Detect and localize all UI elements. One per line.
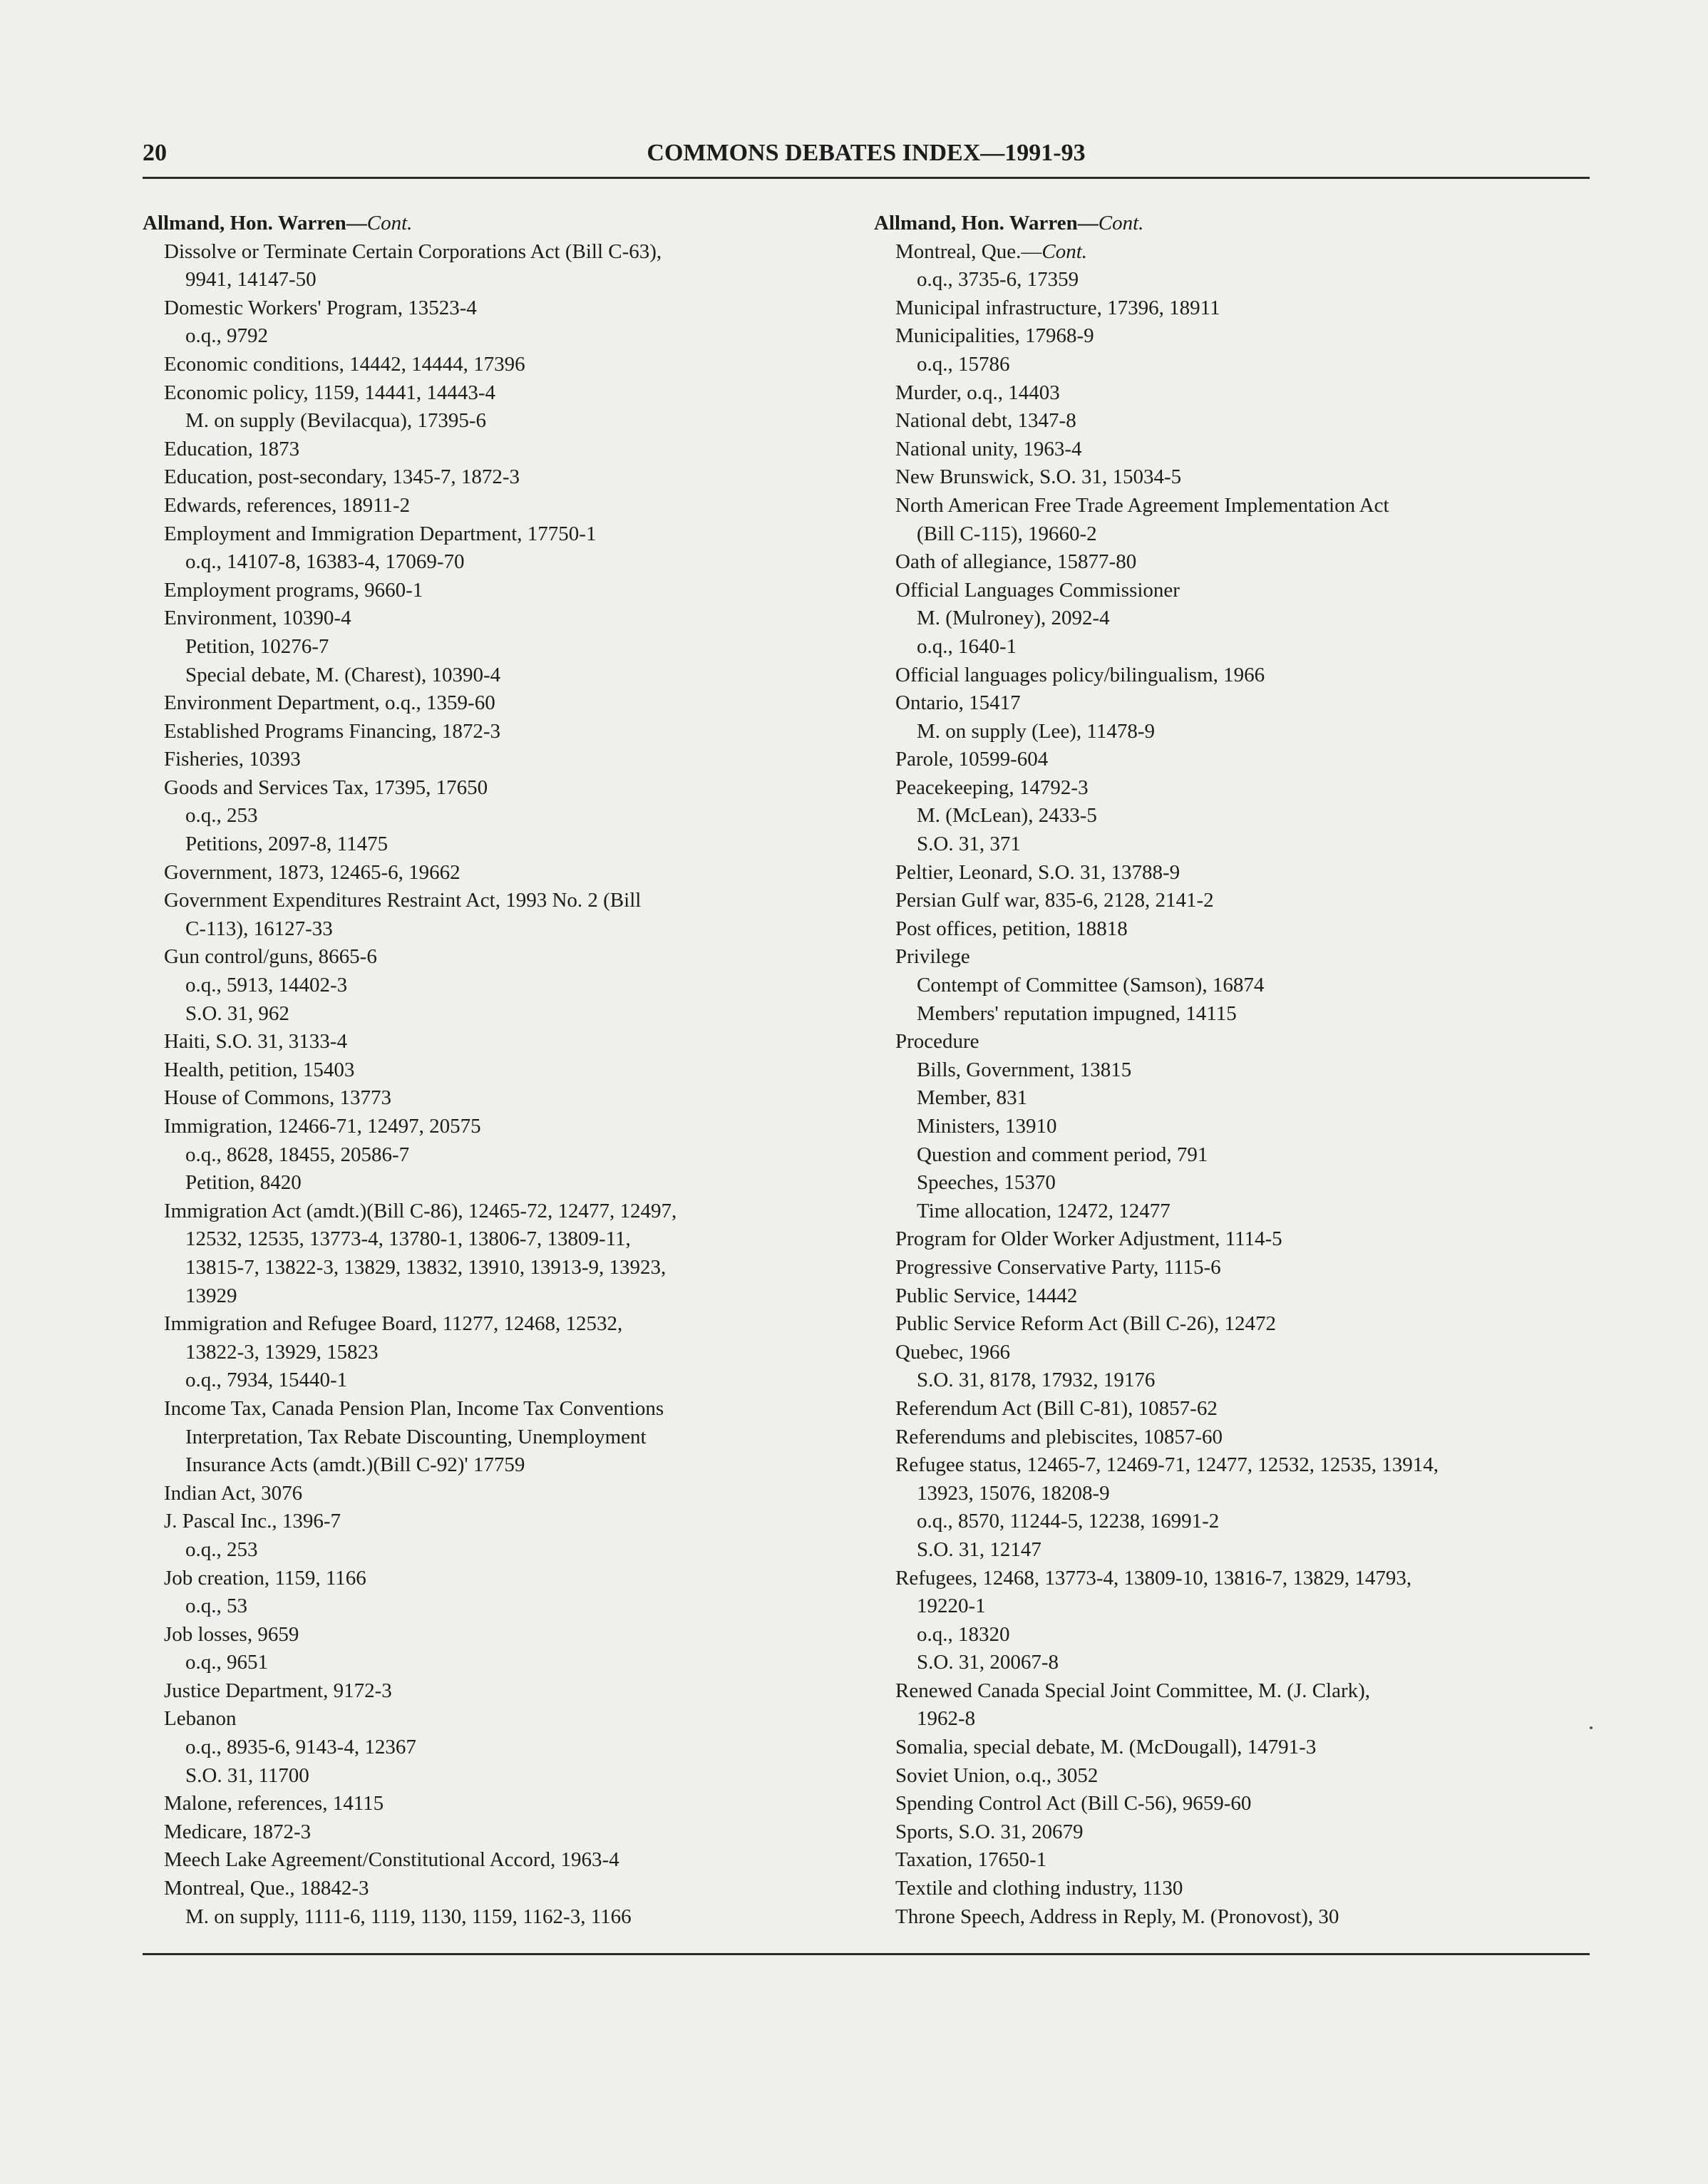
stray-mark xyxy=(1590,1726,1593,1729)
index-entry: Goods and Services Tax, 17395, 17650 xyxy=(164,776,488,799)
index-column-right xyxy=(874,210,1594,1931)
index-entry: Malone, references, 14115 xyxy=(164,1792,384,1815)
index-entry: J. Pascal Inc., 1396-7 xyxy=(164,1510,341,1533)
sub-heading xyxy=(874,238,1594,267)
index-entry: Post offices, petition, 18818 xyxy=(895,917,1128,940)
index-entry: Sports, S.O. 31, 20679 xyxy=(895,1820,1084,1843)
index-entry: Program for Older Worker Adjustment, 1114-5 xyxy=(895,1227,1282,1251)
index-subentry: o.q., 1640-1 xyxy=(917,634,1017,658)
index-subentry: Bills, Government, 13815 xyxy=(917,1058,1132,1081)
index-subentry: Members' reputation impugned, 14115 xyxy=(917,1001,1237,1025)
index-entry: North American Free Trade Agreement Implementation Act xyxy=(895,493,1389,517)
sub-heading-name: Montreal, Que.— xyxy=(895,239,1042,263)
index-entry-continuation: 13822-3, 13929, 15823 xyxy=(185,1340,379,1364)
index-subentry: Member, 831 xyxy=(917,1086,1028,1110)
index-entry: Government, 1873, 12465-6, 19662 xyxy=(164,860,461,884)
running-title: COMMONS DEBATES INDEX—1991-93 xyxy=(647,140,1086,166)
index-entry: Immigration Act (amdt.)(Bill C-86), 12465-72, 12477, 12497, xyxy=(164,1199,677,1222)
index-entry-continuation: 12532, 12535, 13773-4, 13780-1, 13806-7, 13809-11, xyxy=(185,1227,631,1251)
index-entry: Medicare, 1872-3 xyxy=(164,1820,312,1843)
index-entry: Peltier, Leonard, S.O. 31, 13788-9 xyxy=(895,860,1180,884)
index-subentry: M. on supply (Bevilacqua), 17395-6 xyxy=(185,409,487,433)
index-entry: Procedure xyxy=(895,1030,979,1054)
index-entry: Oath of allegiance, 15877-80 xyxy=(895,550,1137,574)
index-entry: Somalia, special debate, M. (McDougall), 14791-3 xyxy=(895,1736,1317,1759)
index-entry: Renewed Canada Special Joint Committee, M. (J. Clark), xyxy=(895,1679,1371,1702)
index-subentry: Speeches, 15370 xyxy=(917,1171,1056,1195)
index-entry: Education, post-secondary, 1345-7, 1872-3 xyxy=(164,465,520,489)
index-subentry: Petitions, 2097-8, 11475 xyxy=(185,833,389,856)
index-entry: Montreal, Que., 18842-3 xyxy=(164,1877,369,1900)
index-entry: Public Service Reform Act (Bill C-26), 12472 xyxy=(895,1312,1277,1336)
index-entries xyxy=(874,266,1594,1931)
index-entry: Progressive Conservative Party, 1115-6 xyxy=(895,1255,1221,1279)
index-entry: Haiti, S.O. 31, 3133-4 xyxy=(164,1030,347,1054)
index-subentry: o.q., 8570, 11244-5, 12238, 16991-2 xyxy=(917,1510,1220,1533)
index-entry: Economic conditions, 14442, 14444, 17396 xyxy=(164,352,525,376)
index-entry: Quebec, 1966 xyxy=(895,1340,1011,1364)
index-entry: Indian Act, 3076 xyxy=(164,1481,303,1505)
index-subentry: S.O. 31, 8178, 17932, 19176 xyxy=(917,1369,1156,1392)
index-entry-continuation: 1962-8 xyxy=(917,1707,976,1731)
index-entry: Health, petition, 15403 xyxy=(164,1058,355,1081)
index-entry-continuation: (Bill C-115), 19660-2 xyxy=(917,522,1097,545)
index-entry: Spending Control Act (Bill C-56), 9659-60 xyxy=(895,1792,1252,1815)
index-entry: Privilege xyxy=(895,945,970,969)
column-heading xyxy=(143,210,855,238)
index-entry-continuation: 13815-7, 13822-3, 13829, 13832, 13910, 13913-9, 13923, xyxy=(185,1255,667,1279)
index-entry: Peacekeeping, 14792-3 xyxy=(895,776,1089,799)
index-subentry: S.O. 31, 962 xyxy=(185,1001,289,1025)
index-entry: Justice Department, 9172-3 xyxy=(164,1679,392,1702)
index-subentry: o.q., 15786 xyxy=(917,352,1010,376)
index-entry: Employment programs, 9660-1 xyxy=(164,578,423,602)
header-rule xyxy=(143,177,1590,179)
index-entry: Established Programs Financing, 1872-3 xyxy=(164,719,501,743)
footer-rule xyxy=(143,1953,1590,1955)
index-entry: Ontario, 15417 xyxy=(895,691,1021,715)
index-subentry: o.q., 9792 xyxy=(185,324,268,348)
index-entry-continuation: 9941, 14147-50 xyxy=(185,268,317,292)
index-entry: Dissolve or Terminate Certain Corporations Act (Bill C-63), xyxy=(164,239,662,263)
index-entry: New Brunswick, S.O. 31, 15034-5 xyxy=(895,465,1182,489)
page-number: 20 xyxy=(143,140,167,166)
index-entry: National debt, 1347-8 xyxy=(895,409,1076,433)
index-subentry: o.q., 9651 xyxy=(185,1651,268,1674)
index-subentry: S.O. 31, 11700 xyxy=(185,1763,309,1787)
index-subentry: S.O. 31, 371 xyxy=(917,833,1021,856)
index-subentry: Time allocation, 12472, 12477 xyxy=(917,1199,1171,1222)
index-entry: Textile and clothing industry, 1130 xyxy=(895,1877,1183,1900)
index-entry: Domestic Workers' Program, 13523-4 xyxy=(164,296,477,319)
index-subentry: o.q., 5913, 14402-3 xyxy=(185,974,348,997)
index-entry-continuation: Insurance Acts (amdt.)(Bill C-92)' 17759 xyxy=(185,1453,525,1477)
index-entry: Referendums and plebiscites, 10857-60 xyxy=(895,1425,1223,1448)
index-entry: Immigration, 12466-71, 12497, 20575 xyxy=(164,1115,481,1138)
index-subentry: o.q., 7934, 15440-1 xyxy=(185,1369,348,1392)
index-entry: Persian Gulf war, 835-6, 2128, 2141-2 xyxy=(895,889,1214,912)
index-entry: Economic policy, 1159, 14441, 14443-4 xyxy=(164,381,496,404)
index-entry: Immigration and Refugee Board, 11277, 12468, 12532, xyxy=(164,1312,623,1336)
column-heading xyxy=(874,210,1594,238)
index-entry: Job creation, 1159, 1166 xyxy=(164,1566,366,1590)
index-subentry: M. (Mulroney), 2092-4 xyxy=(917,607,1110,630)
index-entry: Taxation, 17650-1 xyxy=(895,1848,1047,1872)
index-entry-continuation: C-113), 16127-33 xyxy=(185,917,333,940)
index-entry: Income Tax, Canada Pension Plan, Income Tax Conventions xyxy=(164,1396,664,1420)
index-subentry: S.O. 31, 20067-8 xyxy=(917,1651,1059,1674)
index-entry: Throne Speech, Address in Reply, M. (Pronovost), 30 xyxy=(895,1905,1339,1928)
index-entry: Gun control/guns, 8665-6 xyxy=(164,945,377,969)
heading-name: Allmand, Hon. Warren— xyxy=(143,212,367,235)
index-entry-continuation: 13923, 15076, 18208-9 xyxy=(917,1481,1110,1505)
index-entry: Employment and Immigration Department, 17750-1 xyxy=(164,522,597,545)
index-subentry: M. on supply (Lee), 11478-9 xyxy=(917,719,1155,743)
index-subentry: o.q., 53 xyxy=(185,1595,247,1618)
sub-heading-cont: Cont. xyxy=(1041,239,1088,263)
index-entries xyxy=(143,238,855,1932)
index-subentry: Petition, 10276-7 xyxy=(185,634,329,658)
index-entry: Refugees, 12468, 13773-4, 13809-10, 13816-7, 13829, 14793, xyxy=(895,1566,1412,1590)
index-entry: Municipalities, 17968-9 xyxy=(895,324,1094,348)
index-subentry: Question and comment period, 791 xyxy=(917,1143,1208,1166)
index-entry: Education, 1873 xyxy=(164,437,300,460)
index-subentry: M. (McLean), 2433-5 xyxy=(917,804,1097,828)
index-subentry: Contempt of Committee (Samson), 16874 xyxy=(917,974,1265,997)
index-entry-continuation: 13929 xyxy=(185,1284,237,1307)
index-subentry: o.q., 14107-8, 16383-4, 17069-70 xyxy=(185,550,465,574)
heading-cont: Cont. xyxy=(1098,212,1144,235)
index-subentry: Special debate, M. (Charest), 10390-4 xyxy=(185,663,501,686)
page-header xyxy=(143,140,1590,175)
index-entry: Government Expenditures Restraint Act, 1993 No. 2 (Bill xyxy=(164,889,642,912)
index-subentry: o.q., 8935-6, 9143-4, 12367 xyxy=(185,1736,416,1759)
index-entry: House of Commons, 13773 xyxy=(164,1086,391,1110)
index-entry: Parole, 10599-604 xyxy=(895,748,1049,771)
index-entry-continuation: Interpretation, Tax Rebate Discounting, Unemployment xyxy=(185,1425,647,1448)
index-entry: Referendum Act (Bill C-81), 10857-62 xyxy=(895,1396,1218,1420)
index-entry: Public Service, 14442 xyxy=(895,1284,1078,1307)
index-entry: Meech Lake Agreement/Constitutional Accord, 1963-4 xyxy=(164,1848,619,1872)
index-entry: Edwards, references, 18911-2 xyxy=(164,493,411,517)
index-entry: Lebanon xyxy=(164,1707,237,1731)
index-entry: Environment, 10390-4 xyxy=(164,607,351,630)
index-subentry: o.q., 253 xyxy=(185,804,258,828)
heading-name: Allmand, Hon. Warren— xyxy=(874,212,1099,235)
index-subentry: Ministers, 13910 xyxy=(917,1115,1057,1138)
index-subentry: o.q., 253 xyxy=(185,1537,258,1561)
index-subentry: o.q., 8628, 18455, 20586-7 xyxy=(185,1143,410,1166)
index-subentry: o.q., 18320 xyxy=(917,1622,1010,1646)
heading-cont: Cont. xyxy=(366,212,413,235)
index-entry-continuation: 19220-1 xyxy=(917,1595,986,1618)
index-entry: Official languages policy/bilingualism, 1966 xyxy=(895,663,1265,686)
index-entry: Official Languages Commissioner xyxy=(895,578,1180,602)
index-entry: Municipal infrastructure, 17396, 18911 xyxy=(895,296,1220,319)
index-entry: Environment Department, o.q., 1359-60 xyxy=(164,691,495,715)
index-column-left xyxy=(143,210,855,1931)
index-entry: Fisheries, 10393 xyxy=(164,748,301,771)
index-subentry: o.q., 3735-6, 17359 xyxy=(917,268,1079,292)
index-subentry: M. on supply, 1111-6, 1119, 1130, 1159, 1162-3, 1166 xyxy=(185,1905,632,1928)
index-entry: National unity, 1963-4 xyxy=(895,437,1082,460)
index-entry: Refugee status, 12465-7, 12469-71, 12477, 12532, 12535, 13914, xyxy=(895,1453,1439,1477)
index-entry: Soviet Union, o.q., 3052 xyxy=(895,1763,1099,1787)
index-entry: Job losses, 9659 xyxy=(164,1622,299,1646)
index-subentry: Petition, 8420 xyxy=(185,1171,302,1195)
index-subentry: S.O. 31, 12147 xyxy=(917,1537,1041,1561)
index-entry: Murder, o.q., 14403 xyxy=(895,381,1060,404)
